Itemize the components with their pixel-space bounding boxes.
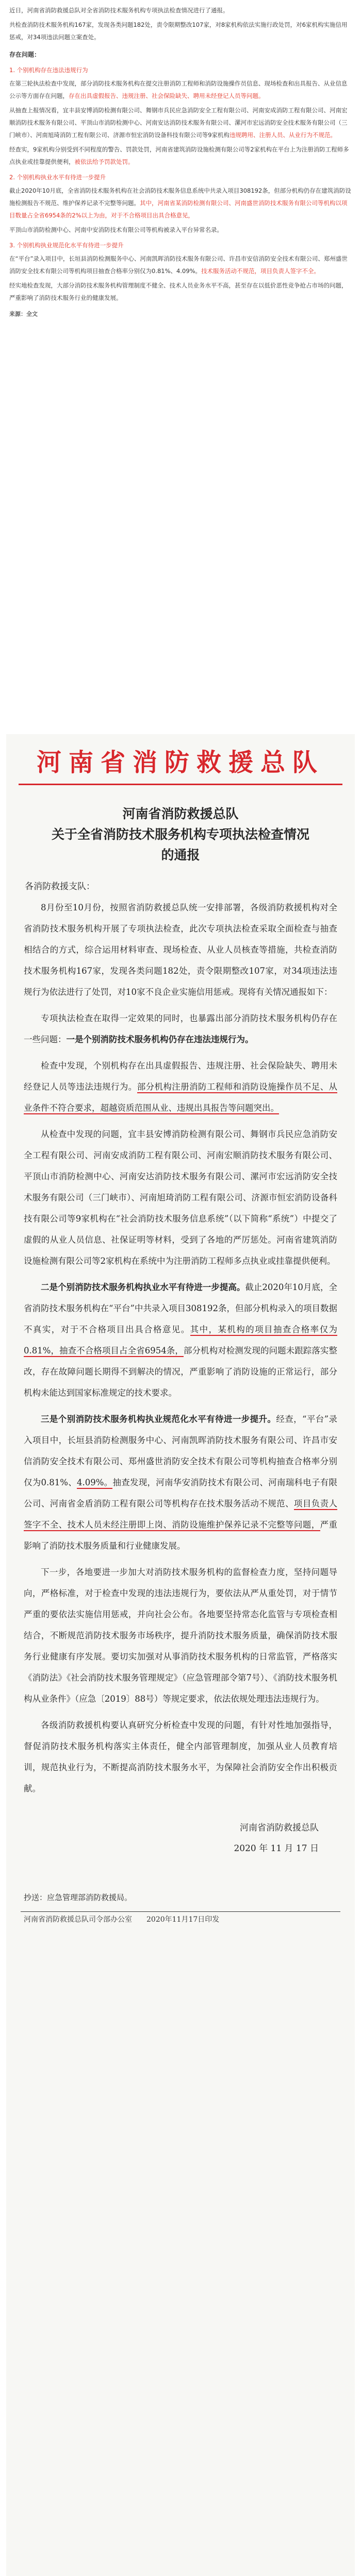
notice-addressee: 各消防救援支队： bbox=[25, 882, 95, 892]
problem-3-title: 3. 个别机构执业规范化水平有待进一步提升 bbox=[9, 242, 124, 249]
problem-2-text-main: 截止2020年10月底，全省消防技术服务机构在社会消防技术服务信息系统中共录入项目308192条，但部分机构仍存在建筑消防设施检测报告不规范、维护保养记录不完整等问题。 bbox=[9, 187, 351, 207]
notice-paragraph-3-underlined: 部分机构注册消防工程师和消防设施操作员不足、从业条件不符合要求，超越资质范围从业、违规出具报告等问题突出。 bbox=[24, 1082, 337, 1114]
article-intro: 近日，河南省消防救援总队对全省消防技术服务机构专项执法检查情况进行了通报。 bbox=[9, 7, 229, 14]
notice-footer: 河南省消防救援总队司令部办公室 2020年11月17日印发 bbox=[24, 1916, 220, 1924]
letterhead-red-rule bbox=[19, 784, 342, 785]
notice-paragraph-6-tail: 严重影响了消防技术服务质量和行业健康发展。 bbox=[24, 1520, 338, 1551]
notice-paragraph-3-main: 检查中发现，个别机构存在出具虚假报告、违规注册、社会保险缺失、聘用未经登记人员等违法违规行为。 bbox=[24, 1061, 337, 1092]
problem-1-detail-main: 从抽查上报情况看，宜丰县安博消防检测有限公司、舞钢市兵民应急消防安全工程有限公司、河南安成消防工程有限公司、河南宏顺消防技术服务有限公司、平顶山市消防检测中心、河南安达消防技术服务有限公司、漯河市宏远消防安全技术服务有限公司（三门峡市）、河南旭琦消防工程有限公司、济源市恒宏消防设备科技有限公司等9家机构 bbox=[9, 107, 348, 139]
notice-title-line-1: 河南省消防救援总队 bbox=[122, 806, 239, 821]
notice-title-line-3: 的通报 bbox=[161, 848, 200, 862]
problem-2-title: 2. 个别机构执业水平有待进一步提升 bbox=[9, 174, 106, 181]
notice-paragraph-8: 各级消防救援机构要认真研究分析检查中发现的问题，有针对性地加强指导，督促消防技术服务机构落实主体责任，健全内部管理制度，加强从业人员教育培训，规范执业行为，不断提高消防技术服务水平，为保障社会消防安全作出积极贡献。 bbox=[24, 1720, 337, 1793]
problem-1-detail bbox=[9, 104, 352, 141]
notice-sign-org: 河南省消防救援总队 bbox=[240, 1823, 319, 1833]
notice-paragraph-6 bbox=[24, 1409, 337, 1556]
notice-paragraph-2-bold: 一是个别消防技术服务机构仍存在违法违规行为。 bbox=[66, 1035, 254, 1044]
notice-paragraph-5-underlined: 其中，某机构的项目抽查合格率仅为0.81%，抽查不合格项目占全省6954条， bbox=[24, 1325, 337, 1357]
notice-signature bbox=[6, 1818, 319, 1859]
notice-title bbox=[27, 804, 334, 866]
problem-1-text bbox=[9, 77, 352, 102]
notice-paragraph-6-mid: 抽查发现，河南华安消防技术有限公司、河南瑞科电子有限公司、河南省金盾消防工程有限公司等机构存在技术服务活动不规范、 bbox=[24, 1478, 338, 1509]
problem-1-text-main: 在第三轮执法检查中发现，部分消防技术服务机构在提交注册消防工程师和消防设施操作员信息、现场检查和出具报告、从业信息公示等方面存在问题， bbox=[9, 80, 348, 99]
official-notice-image bbox=[6, 734, 355, 2576]
notice-footer-rule bbox=[21, 1911, 340, 1912]
notice-paragraph-5-main: 截止2020年10月底，全省消防技术服务机构在“平台”中共录入项目308192条，但部分机构录入的项目数据不真实，对于不合格项目出具合格意见。 bbox=[24, 1282, 337, 1334]
article-summary: 共检查消防技术服务机构167家，发现各类问题182处，责令限期整改107家，对8家机构依法实施行政处罚，对6家机构实施信用惩戒，对34项违法问题立案查处。 bbox=[9, 21, 348, 41]
notice-paragraph-6-bold: 三是个别消防技术服务机构执业规范化水平有待进一步提升。 bbox=[41, 1414, 276, 1424]
notice-paragraph-4: 从检查中发现的问题，宜丰县安博消防检测有限公司、舞钢市兵民应急消防安全工程有限公司、河南安成消防工程有限公司、河南宏顺消防技术服务有限公司、平顶山市消防检测中心、河南安达消防技术服务有限公司、漯河市宏远消防安全技术服务有限公司（三门峡市）、河南旭琦消防工程有限公司、济源市恒宏消防设备科技有限公司等9家机构在“社会消防技术服务信息系统”（以下简称“系统”）中提交了虚假的从业人员信息、社保证明等材料，受到了各地的严厉惩处。河南省建筑消防设施检测有限公司等2家机构在系统中为注册消防工程师多点执业或挂靠提供便利。 bbox=[24, 1129, 337, 1266]
notice-cc: 抄送：应急管理部消防救援局。 bbox=[24, 1893, 133, 1902]
notice-paragraph-3 bbox=[24, 1055, 337, 1118]
problem-1-penalty bbox=[9, 143, 352, 168]
notice-paragraph-5 bbox=[24, 1277, 337, 1403]
problem-3-text bbox=[9, 252, 352, 277]
problem-2-text bbox=[9, 184, 352, 222]
problem-3-text-red: 技术服务活动不规范，项目负责人签字不全。 bbox=[201, 267, 320, 275]
notice-paragraph-2-main: 专项执法检查在取得一定效果的同时，也暴露出部分消防技术服务机构仍存在一些问题： bbox=[24, 1013, 337, 1044]
notice-title-line-2: 关于全省消防技术服务机构专项执法检查情况 bbox=[51, 827, 309, 842]
problems-heading: 存在问题： bbox=[9, 51, 41, 58]
notice-paragraph-2 bbox=[24, 1008, 337, 1050]
notice-paragraph-6-underlined-2: 项目负责人签字不全、技术人员未经注册即上岗、消防设施维护保养记录不完整等问题， bbox=[24, 1499, 337, 1531]
article-body bbox=[0, 0, 361, 320]
problem-3-tail: 经实地检查发现，大部分消防技术服务机构管理制度不健全、技术人员业务水平不高，甚至存在以低价恶性竞争抢占市场的问题，严重影响了消防技术服务行业的健康发展。 bbox=[9, 282, 348, 301]
problem-1-title: 1. 个别机构存在违法违规行为 bbox=[9, 66, 88, 74]
article-source: 来源：全文 bbox=[9, 311, 38, 317]
notice-paragraph-5-bold: 二是个别消防技术服务机构执业水平有待进一步提高。 bbox=[41, 1282, 245, 1292]
problem-1-penalty-main: 经查实，9家机构分别受到不同程度的警告、罚款处罚，河南省建筑消防设施检测有限公司等2家机构在平台上为注册消防工程师多点执业或挂靠提供便利， bbox=[9, 146, 349, 165]
notice-letterhead: 河南省消防救援总队 bbox=[36, 748, 324, 777]
notice-paragraph-7: 下一步，各地要进一步加大对消防技术服务机构的监督检查力度，坚持问题导向，严格标准，对于检查中发现的违法违规行为，要依法从严从重处罚，对于情节严重的要依法实施信用惩戒，并向社会公布。各地要坚持常态化监管与专项检查相结合，不断规范消防技术服务市场秩序，提升消防技术服务质量，确保消防技术服务行业健康有序发展。要切实加强对从事消防技术服务机构的日常监管，严格落实《消防法》《社会消防技术服务管理规定》（应急管理部令第7号）、《消防技术服务机构从业条件》（应急〔2019〕88号）等规定要求，依法依规处理违法违规行为。 bbox=[24, 1567, 337, 1704]
problem-1-text-red: 存在出具虚假报告、违规注册、社会保险缺失、聘用未经登记人员等问题。 bbox=[69, 92, 265, 99]
notice-sign-date: 2020 年 11 月 17 日 bbox=[234, 1843, 319, 1854]
notice-paragraph-6-underlined: 4.09%。 bbox=[77, 1478, 112, 1489]
problem-2-tail: 平顶山市消防检测中心、河南中安消防技术有限公司等机构被录入平台异常名录。 bbox=[9, 226, 223, 233]
notice-paragraph-5-tail: 部分机构对检测发现的问题未跟踪落实整改，存在故障问题长期得不到解决的情况，严重影响了消防设施的正常运行，部分机构未能达到国家标准规定的技术要求。 bbox=[24, 1346, 337, 1398]
problem-1-penalty-red: 被依法给予罚款处罚。 bbox=[74, 158, 134, 165]
notice-paragraph-1: 8月份至10月份，按照省消防救援总队统一安排部署，各级消防救援机构对全省消防技术服务机构开展了专项执法检查，此次专项执法检查采取全面检查与抽查相结合的方式，综合运用材料审查、现场检查、从业人员核查等措施，共检查消防技术服务机构167家，发现各类问题182处，责令限期整改107家，对34项违法违规行为依法进行了处罚，对10家不良企业实施信用惩戒。现将有关情况通报如下： bbox=[24, 903, 337, 997]
problem-3-text-main: 在“平台”录入项目中，长垣县消防检测服务中心、河南凯晖消防技术服务有限公司、许昌市安信消防安全技术有限公司、郑州盛世消防安全技术有限公司等机构项目抽查合格率分别仅为0.81%、4.09%。 bbox=[9, 255, 348, 275]
problem-1-detail-red: 违规聘用、注册人员、从业行为不规范。 bbox=[229, 131, 337, 139]
problem-2-text-red: 其中，河南省某消防检测有限公司、河南盛世消防技术服务有限公司等机构以项目数量占全省6954条的2%以上为由，对于不合格项目出具合格意见， bbox=[9, 199, 348, 219]
notice-paragraph-6-main: 经查，“平台”录入项目中，长垣县消防检测服务中心、河南凯晖消防技术服务有限公司、许昌市安信消防安全技术有限公司、郑州盛世消防安全技术有限公司等机构抽查合格率分别仅为0.81%、 bbox=[24, 1414, 338, 1487]
